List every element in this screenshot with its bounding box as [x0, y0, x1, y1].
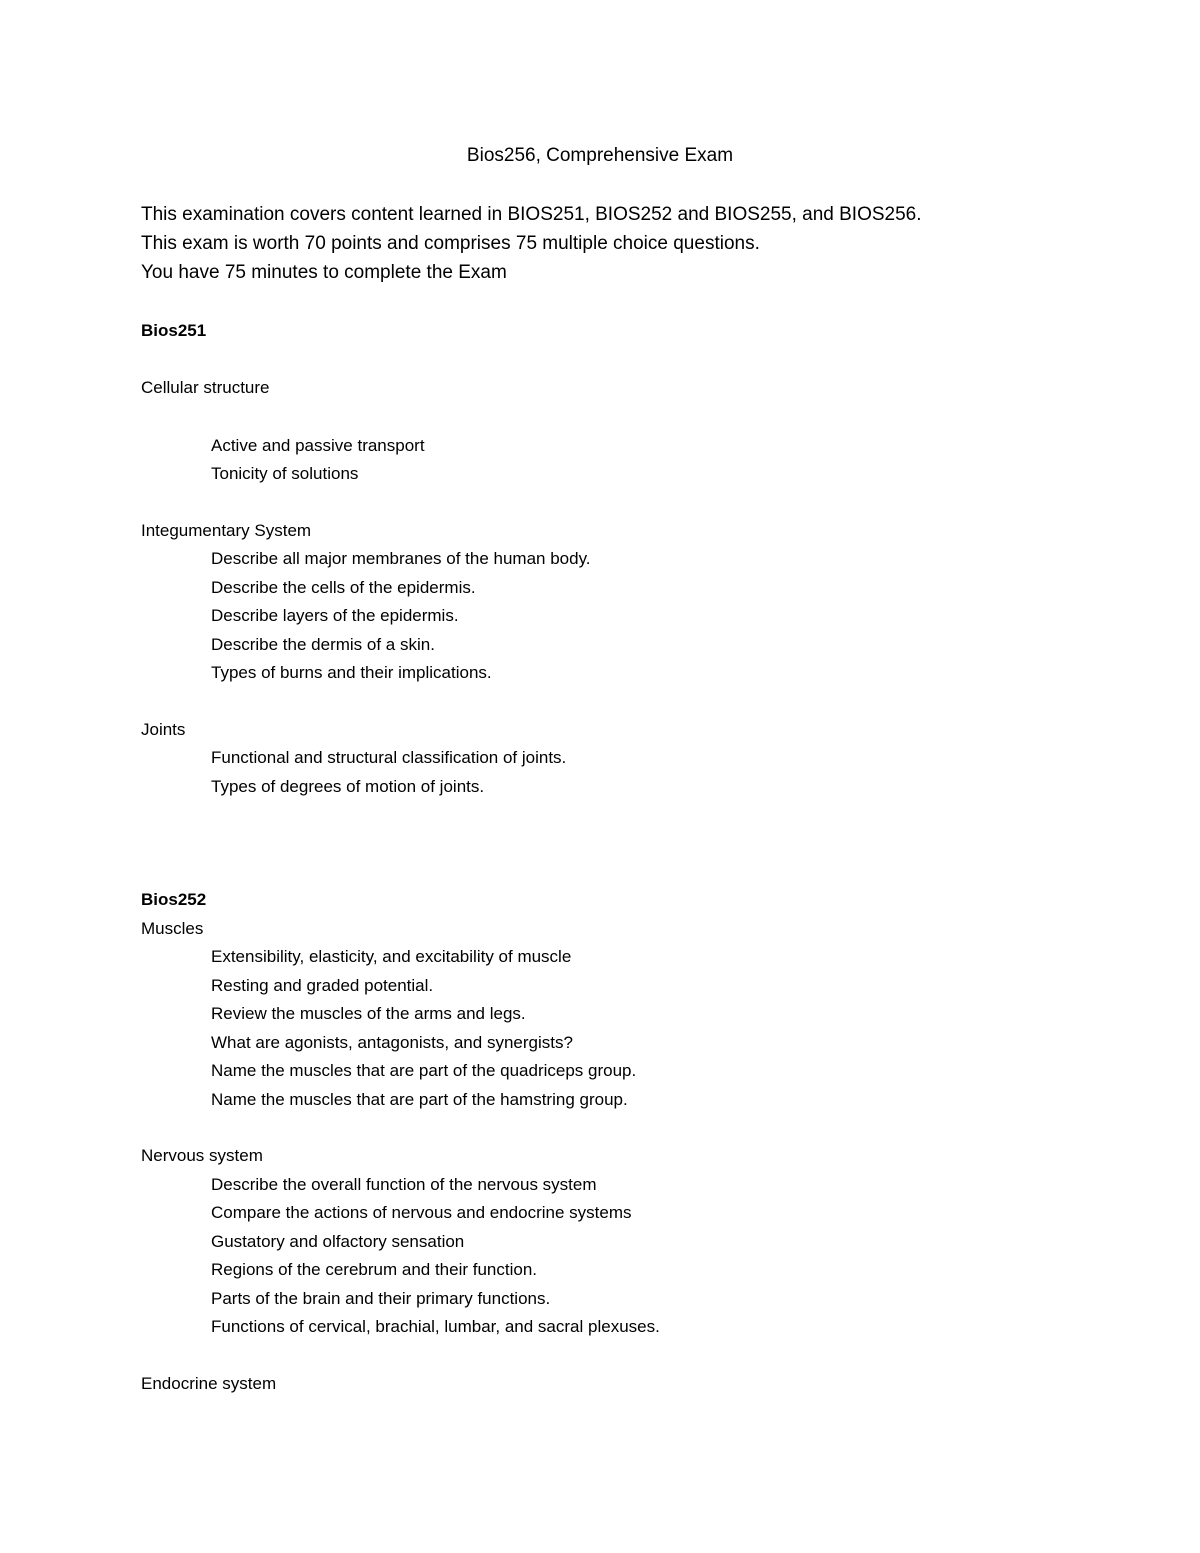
- topic-item: Active and passive transport: [211, 436, 425, 455]
- topic-item: Name the muscles that are part of the hamstring group.: [211, 1090, 628, 1109]
- topic-item: Parts of the brain and their primary functions.: [211, 1289, 551, 1308]
- topic-item: Functional and structural classification of joints.: [211, 748, 567, 767]
- topic-item: Resting and graded potential.: [211, 976, 434, 995]
- intro-line: You have 75 minutes to complete the Exam: [141, 262, 507, 283]
- topic-item: Describe the cells of the epidermis.: [211, 578, 476, 597]
- intro-paragraph: [141, 200, 1141, 287]
- topic-item: Functions of cervical, brachial, lumbar, and sacral plexuses.: [211, 1317, 660, 1336]
- topic-item: Review the muscles of the arms and legs.: [211, 1004, 526, 1023]
- topic-item: Compare the actions of nervous and endocrine systems: [211, 1203, 632, 1222]
- topic-item: Describe layers of the epidermis.: [211, 606, 459, 625]
- topic-item: Describe all major membranes of the human body.: [211, 549, 591, 568]
- topic-item: Gustatory and olfactory sensation: [211, 1232, 465, 1251]
- section-title-cellular-structure: Cellular structure: [141, 378, 270, 397]
- section-title-joints: Joints: [141, 720, 186, 739]
- topic-item: Describe the overall function of the nervous system: [211, 1175, 597, 1194]
- intro-line: This exam is worth 70 points and comprises 75 multiple choice questions.: [141, 233, 760, 254]
- topic-item: Tonicity of solutions: [211, 464, 359, 483]
- topic-item: Types of degrees of motion of joints.: [211, 777, 485, 796]
- section-title-nervous-system: Nervous system: [141, 1146, 263, 1165]
- section-title-muscles: Muscles: [141, 919, 204, 938]
- topic-item: Regions of the cerebrum and their function.: [211, 1260, 538, 1279]
- intro-line: This examination covers content learned in BIOS251, BIOS252 and BIOS255, and BIOS256.: [141, 204, 922, 225]
- section-title-endocrine-system: Endocrine system: [141, 1374, 277, 1393]
- topic-item: Extensibility, elasticity, and excitability of muscle: [211, 947, 572, 966]
- course-heading-bios252: Bios252: [141, 890, 207, 909]
- topic-item: Describe the dermis of a skin.: [211, 635, 435, 654]
- topic-item: Name the muscles that are part of the quadriceps group.: [211, 1061, 637, 1080]
- document-title: Bios256, Comprehensive Exam: [466, 145, 734, 166]
- topic-item: What are agonists, antagonists, and synergists?: [211, 1033, 573, 1052]
- course-heading-bios251: Bios251: [141, 321, 207, 340]
- topic-item: Types of burns and their implications.: [211, 663, 492, 682]
- section-title-integumentary: Integumentary System: [141, 521, 312, 540]
